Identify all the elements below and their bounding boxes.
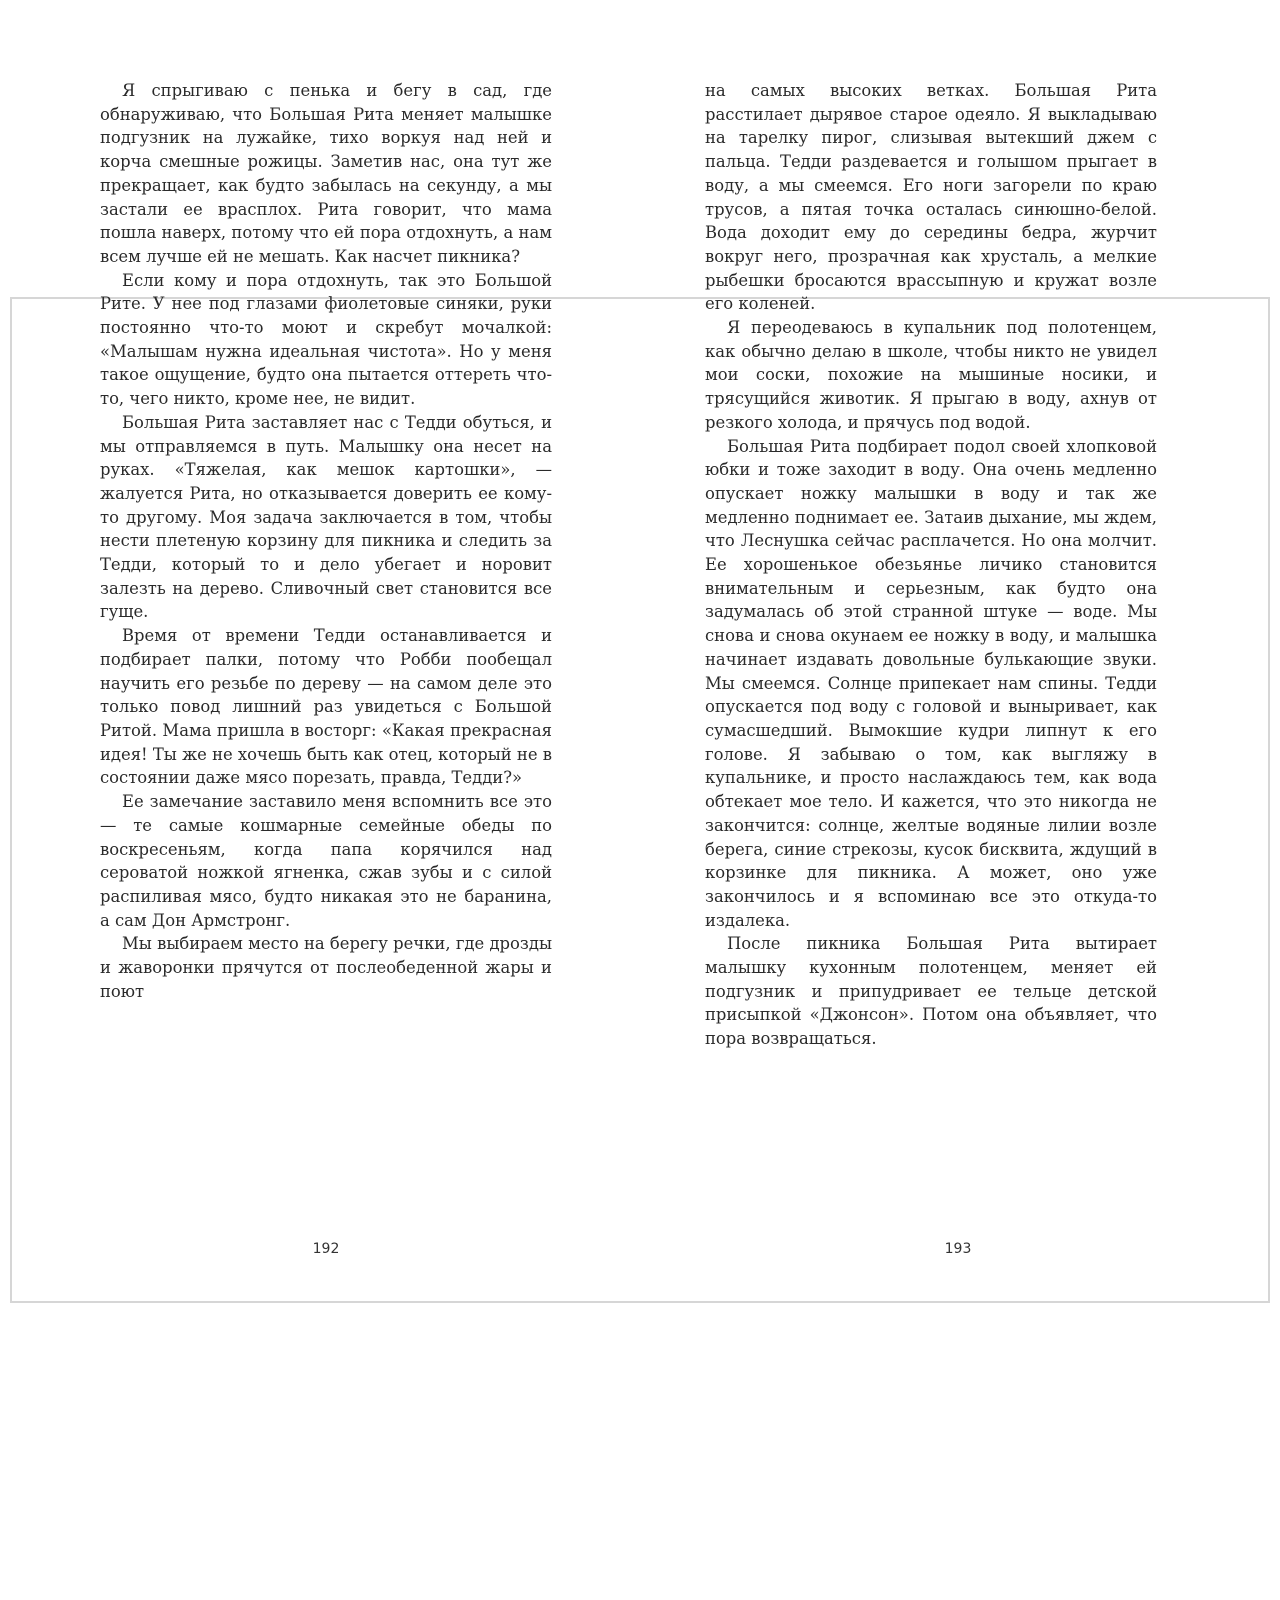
paragraph: Большая Рита подбирает подол своей хлопковой юбки и тоже заходит в воду. Она очень медленно опускает ножку малышки в воду и так же медленно поднимает ее. Затаив дыхание, мы ждем, что Леснушка сейчас расплачется. Но она молчит. Ее хорошенькое обезьянье личико становится внимательным и серьезным, как будто она задумалась об этой странной штуке — воде. Мы снова и снова окунаем ее ножку в воду, и малышка начинает издавать довольные булькающие звуки. Мы смеемся. Солнце припекает нам спины. Тедди опускается под воду с головой и выныривает, как сумасшедший. Вымокшие кудри липнут к его голове. Я забываю о том, как выгляжу в купальнике, и просто наслаждаюсь тем, как вода обтекает мое тело. И кажется, что это никогда не закончится: солнце, желтые водяные лилии возле берега, синие стрекозы, кусок бисквита, ждущий в корзинке для пикника. А может, оно уже закончилось и я вспоминаю все это откуда-то издалека. <box>705 436 1157 930</box>
paragraph: Мы выбираем место на берегу речки, где дрозды и жаворонки прячутся от послеобеденной жары и поют <box>100 934 552 1001</box>
paragraph-continued: на самых высоких ветках. Большая Рита расстилает дырявое старое одеяло. Я выкладываю на тарелку пирог, слизывая вытекший джем с пальца. Тедди раздевается и голышом прыгает в воду, а мы смеемся. Его ноги загорели по краю трусов, а пятая точка осталась синюшно-белой. Вода доходит ему до середины бедра, журчит вокруг него, прозрачная как хрусталь, а мелкие рыбешки бросаются врассыпную и кружат возле его коленей. <box>705 81 1157 314</box>
paragraph: После пикника Большая Рита вытирает малышку кухонным полотенцем, меняет ей подгузник и припудривает ее тельце детской присыпкой «Джонсон». Потом она объявляет, что пора возвращаться. <box>705 934 1157 1049</box>
left-page <box>100 79 552 1003</box>
page-number-left: 192 <box>312 1241 340 1257</box>
paragraph: Большая Рита заставляет нас с Тедди обуться, и мы отправляемся в путь. Малышку она несет на руках. «Тяжелая, как мешок картошки», — жалуется Рита, но отказывается доверить ее кому-то другому. Моя задача заключается в том, чтобы нести плетеную корзину для пикника и следить за Тедди, который то и дело убегает и норовит залезть на дерево. Сливочный свет становится все гуще. <box>100 412 552 622</box>
paragraph: Я спрыгиваю с пенька и бегу в сад, где обнаруживаю, что Большая Рита меняет малышке подгузник на лужайке, тихо воркуя над ней и корча смешные рожицы. Заметив нас, она тут же прекращает, как будто забылась на секунду, а мы застали ее врасплох. Рита говорит, что мама пошла наверх, потому что ей пора отдохнуть, а нам всем лучше ей не мешать. Как насчет пикника? <box>100 81 552 266</box>
paragraph: Ее замечание заставило меня вспомнить все это — те самые кошмарные семейные обеды по воскресеньям, когда папа корячился над сероватой ножкой ягненка, сжав зубы и с силой распиливая мясо, будто никакая это не баранина, а сам Дон Армстронг. <box>100 792 552 930</box>
paragraph: Время от времени Тедди останавливается и подбирает палки, потому что Робби пообещал научить его резьбе по дереву — на самом деле это только повод лишний раз увидеться с Большой Ритой. Мама пришла в восторг: «Какая прекрасная идея! Ты же не хочешь быть как отец, который не в состоянии даже мясо порезать, правда, Тедди?» <box>100 626 552 788</box>
paragraph: Если кому и пора отдохнуть, так это Большой Рите. У нее под глазами фиолетовые синяки, руки постоянно что-то моют и скребут мочалкой: «Малышам нужна идеальная чистота». Но у меня такое ощущение, будто она пытается оттереть что-то, чего никто, кроме нее, не видит. <box>100 270 552 409</box>
right-page <box>705 79 1157 1051</box>
page-number-right: 193 <box>944 1241 972 1257</box>
paragraph: Я переодеваюсь в купальник под полотенцем, как обычно делаю в школе, чтобы никто не увидел мои соски, похожие на мышиные носики, и трясущийся животик. Я прыгаю в воду, ахнув от резкого холода, и прячусь под водой. <box>705 318 1157 432</box>
